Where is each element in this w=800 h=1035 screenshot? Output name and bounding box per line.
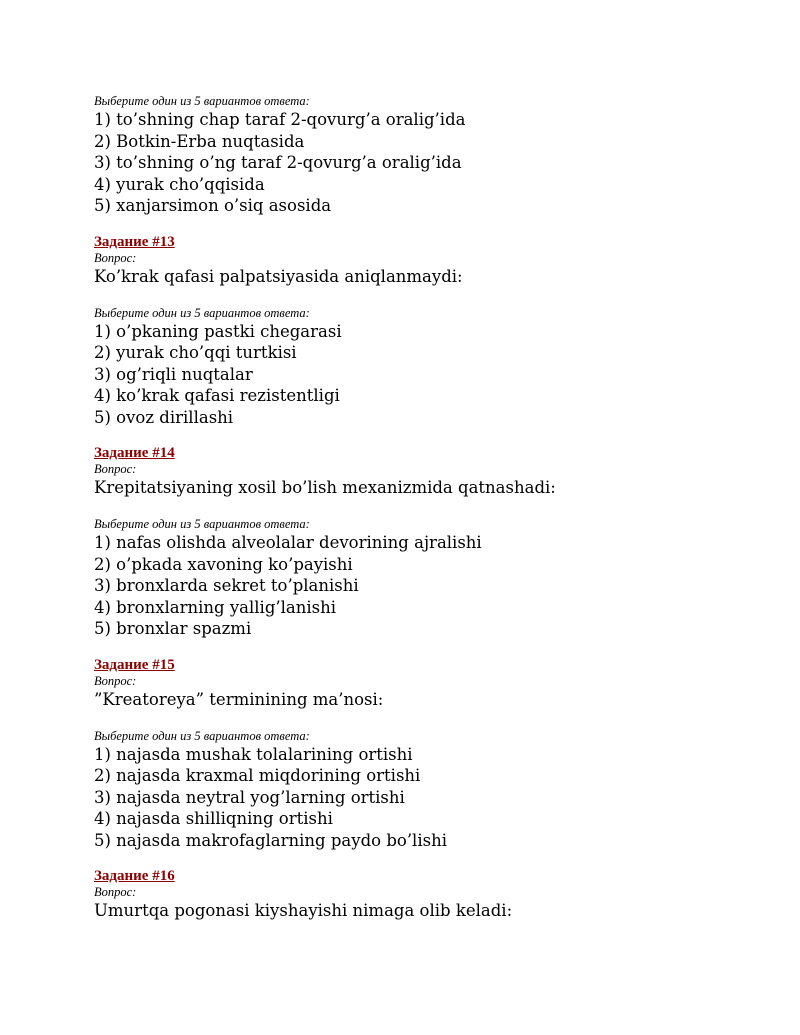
answer-option: 3) bronxlarda sekret to’planishi: [94, 576, 359, 595]
answer-option: 3) to’shning o’ng taraf 2-qovurg’a oralig’ida: [94, 153, 462, 172]
answer-option: 1) nafas olishda alveolalar devorining ajralishi: [94, 533, 482, 552]
task-title: Задание #15: [94, 656, 175, 673]
task-title: Задание #13: [94, 233, 175, 250]
task-block-16: [94, 868, 774, 923]
answers-prompt: Выберите один из 5 вариантов ответа:: [94, 305, 310, 320]
answer-option: 2) Botkin-Erba nuqtasida: [94, 131, 305, 151]
answer-list: [94, 321, 774, 429]
answer-option: 5) bronxlar spazmi: [94, 619, 252, 638]
task-block-15: [94, 657, 774, 852]
task-block-13: [94, 234, 774, 429]
answer-option: 5) xanjarsimon o’siq asosida: [94, 196, 332, 215]
answer-option: 4) yurak cho’qqisida: [94, 174, 265, 194]
question-label: Вопрос:: [94, 250, 137, 265]
answer-option: 2) o’pkada xavoning ko’payishi: [94, 554, 353, 574]
intro-answers: [94, 93, 774, 217]
question-label: Вопрос:: [94, 673, 137, 688]
answer-list: [94, 744, 774, 852]
question-text: Umurtqa pogonasi kiyshayishi nimaga olib keladi:: [94, 901, 513, 920]
answer-list: [94, 109, 774, 217]
answer-option: 4) najasda shilliqning ortishi: [94, 809, 333, 828]
answer-option: 1) to’shning chap taraf 2-qovurg’a oralig’ida: [94, 110, 466, 129]
document-page: [94, 93, 774, 939]
question-label: Вопрос:: [94, 462, 137, 476]
question-text: Krepitatsiyaning xosil bo’lish mexanizmida qatnashadi:: [94, 478, 556, 497]
answer-option: 1) najasda mushak tolalarining ortishi: [94, 744, 413, 764]
task-title: Задание #16: [94, 868, 175, 884]
answer-option: 4) ko’krak qafasi rezistentligi: [94, 386, 340, 405]
answer-option: 5) najasda makrofaglarning paydo bo’lishi: [94, 830, 447, 850]
task-title: Задание #14: [94, 445, 175, 461]
question-label: Вопрос:: [94, 885, 137, 899]
answer-option: 5) ovoz dirillashi: [94, 407, 234, 427]
question-text: Ko’krak qafasi palpatsiyasida aniqlanmaydi:: [94, 266, 463, 286]
answers-prompt: Выберите один из 5 вариантов ответа:: [94, 517, 310, 531]
answers-prompt: Выберите один из 5 вариантов ответа:: [94, 94, 310, 108]
answer-option: 3) og’riqli nuqtalar: [94, 364, 253, 384]
answers-prompt: Выберите один из 5 вариантов ответа:: [94, 728, 310, 743]
question-text: ”Kreatoreya” terminining ma’nosi:: [94, 689, 384, 709]
answer-option: 4) bronxlarning yallig’lanishi: [94, 597, 337, 617]
answer-option: 2) yurak cho’qqi turtkisi: [94, 343, 297, 362]
answer-option: 1) o’pkaning pastki chegarasi: [94, 321, 342, 341]
answer-list: [94, 532, 774, 640]
answer-option: 3) najasda neytral yog’larning ortishi: [94, 787, 405, 807]
task-block-14: [94, 445, 774, 640]
answer-option: 2) najasda kraxmal miqdorining ortishi: [94, 766, 421, 785]
